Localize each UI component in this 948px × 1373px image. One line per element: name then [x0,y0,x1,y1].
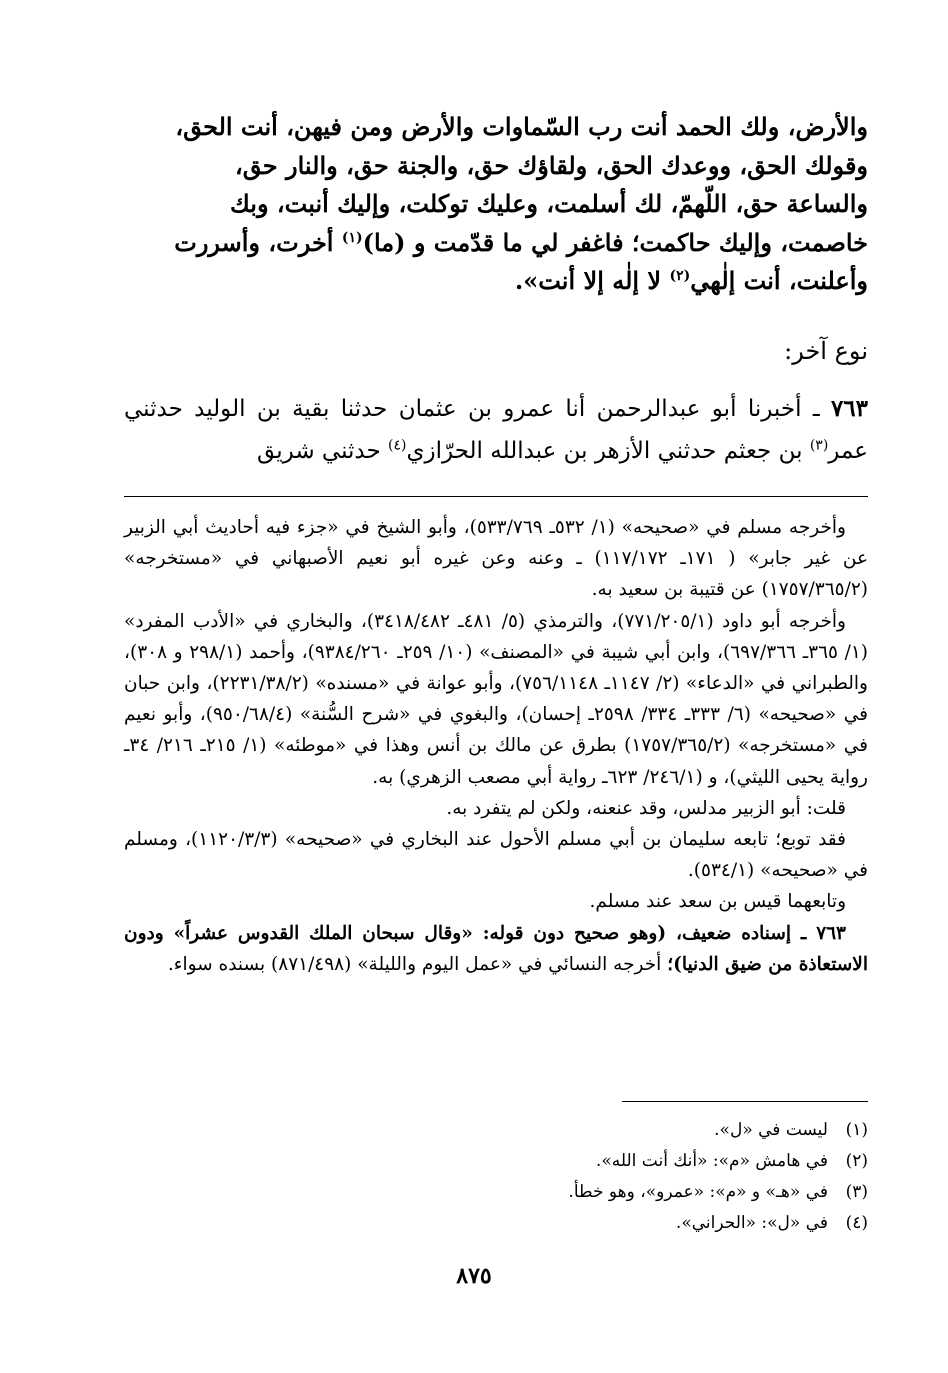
hadith-text [124,388,868,472]
footnote-key: (٤) [845,1213,868,1233]
footnote-1 [124,1115,868,1146]
note-6-rest: أخرجه النسائي في «عمل اليوم والليلة» (٨٧١/٤٩٨) بسنده سواء. [167,953,668,975]
footnote-3 [124,1177,868,1208]
footnote-text: في «هـ» و «م»: «عمرو»، وهو خطأ. [568,1182,828,1202]
divider [124,496,868,497]
note-paragraph-5: وتابعهما قيس بن سعد عند مسلم. [589,891,846,913]
footnote-key: (١) [845,1120,868,1140]
main-line-4-a: خاصمت، وإليك حاكمت؛ فاغفر لي ما قدّمت و (ما) [362,227,868,257]
footnotes [124,1115,868,1239]
page-number: ٨٧٥ [456,1263,492,1289]
main-line-5 [124,262,868,301]
note-paragraph-3: قلت: أبو الزبير مدلس، وقد عنعنه، ولكن لم يتفرد به. [446,797,846,819]
main-line-2: وقولك الحق، ووعدك الحق، ولقاؤك حق، والجنة حق، والنار حق، [235,150,868,180]
main-line-5-b: لا إلٰه إلا أنت». [514,266,670,295]
note-paragraph-1: وأخرجه مسلم في «صحيحه» (١/ ٥٣٢ـ ٥٣٣/٧٦٩)، وأبو الشيخ في «جزء فيه أحاديث أبي الزبير عن غير جابر» ( ١٧١ـ ١١٧/١٧٢) ـ وعنه وعن غيره أبو نعيم الأصبهاني في «مستخرجه» (١٧٥٧/٣٦٥/٢) عن قتيبة بن سعيد به. [124,517,868,601]
section-heading: نوع آخر: [784,337,868,365]
footnote-ref-4: (٤) [388,437,407,454]
footnote-4 [124,1208,868,1239]
footnote-key: (٣) [845,1182,868,1202]
commentary [124,512,868,980]
footnote-text: في «ل»: «الحراني». [675,1213,828,1233]
main-line-3: والساعة حق، اللّهمّ، لك أسلمت، وعليك توكلت، وإليك أنبت، وبك [230,189,868,218]
note-paragraph-6 [124,918,868,980]
main-line-4-b: أخرت، وأسررت [174,227,342,257]
hadith-text-b: بن جعثم حدثني الأزهر بن عبدالله الحرّازي [406,438,810,464]
note-paragraph-4: فقد توبع؛ تابعه سليمان بن أبي مسلم الأحول عند البخاري في «صحيحه» (١١٢٠/٣/٣)، ومسلم في «صحيحه» (٥٣٤/١). [124,829,868,882]
footnote-ref-1: (١) [341,229,363,246]
hadith-text-a: ـ أخبرنا أبو عبدالرحمن أنا عمرو بن عثمان حدثنا بقية بن الوليد حدثني عمر [124,396,868,464]
hadith-number: ٧٦٣ [830,395,868,422]
main-line-5-a: وأعلنت، أنت إلٰهي [690,266,868,295]
main-text [124,108,868,301]
main-line-4 [124,224,868,263]
hadith-text-c: حدثني شريق [257,438,389,464]
footnote-ref-3: (٣) [809,437,829,454]
footnote-divider [622,1101,868,1102]
main-line-1: والأرض، ولك الحمد أنت رب السّماوات والأرض ومن فيهن، أنت الحق، [175,112,868,141]
footnote-text: في هامش «م»: «أنك أنت الله». [595,1151,828,1171]
footnote-key: (٢) [845,1151,868,1171]
footnote-2 [124,1146,868,1177]
footnote-ref-2: (٢) [669,268,691,284]
note-6-bold: ٧٦٣ ـ إسناده ضعيف، (وهو صحيح دون قوله: «وقال سبحان الملك القدوس عشراً» ودون الاستعاذة من ضيق الدنيا)؛ [124,922,868,975]
note-paragraph-2: وأخرجه أبو داود (٧٧١/٢٠٥/١)، والترمذي (٥/ ٤٨١ـ ٣٤١٨/٤٨٢)، والبخاري في «الأدب المفرد» (١/ ٣٦٥ـ ٦٩٧/٣٦٦)، وابن أبي شيبة في «المصنف» (١٠/ ٢٥٩ـ ٩٣٨٤/٢٦٠)، وأحمد (٢٩٨/١ و ٣٠٨)، والطبراني في «الدعاء» (٢/ ١١٤٧ـ ٧٥٦/١١٤٨)، وأبو عوانة في «مسنده» (٢٢٣١/٣٨/٢)، وابن حبان في «صحيحه» (٦/ ٣٣٣ـ ٣٣٤/ ٢٥٩٨ـ إحسان)، والبغوي في «شرح السُّنة» (٩٥٠/٦٨/٤)، وأبو نعيم في «مستخرجه» (١٧٥٧/٣٦٥/٢) بطرق عن مالك بن أنس وهذا في «موطئه» (١/ ٢١٥ـ ٢١٦/ ٣٤ـ رواية يحيى الليثي)، و (٢٤٦/١/ ٦٢٣ـ رواية أبي مصعب الزهري) به. [124,610,868,788]
footnote-text: ليست في «ل». [714,1120,828,1140]
